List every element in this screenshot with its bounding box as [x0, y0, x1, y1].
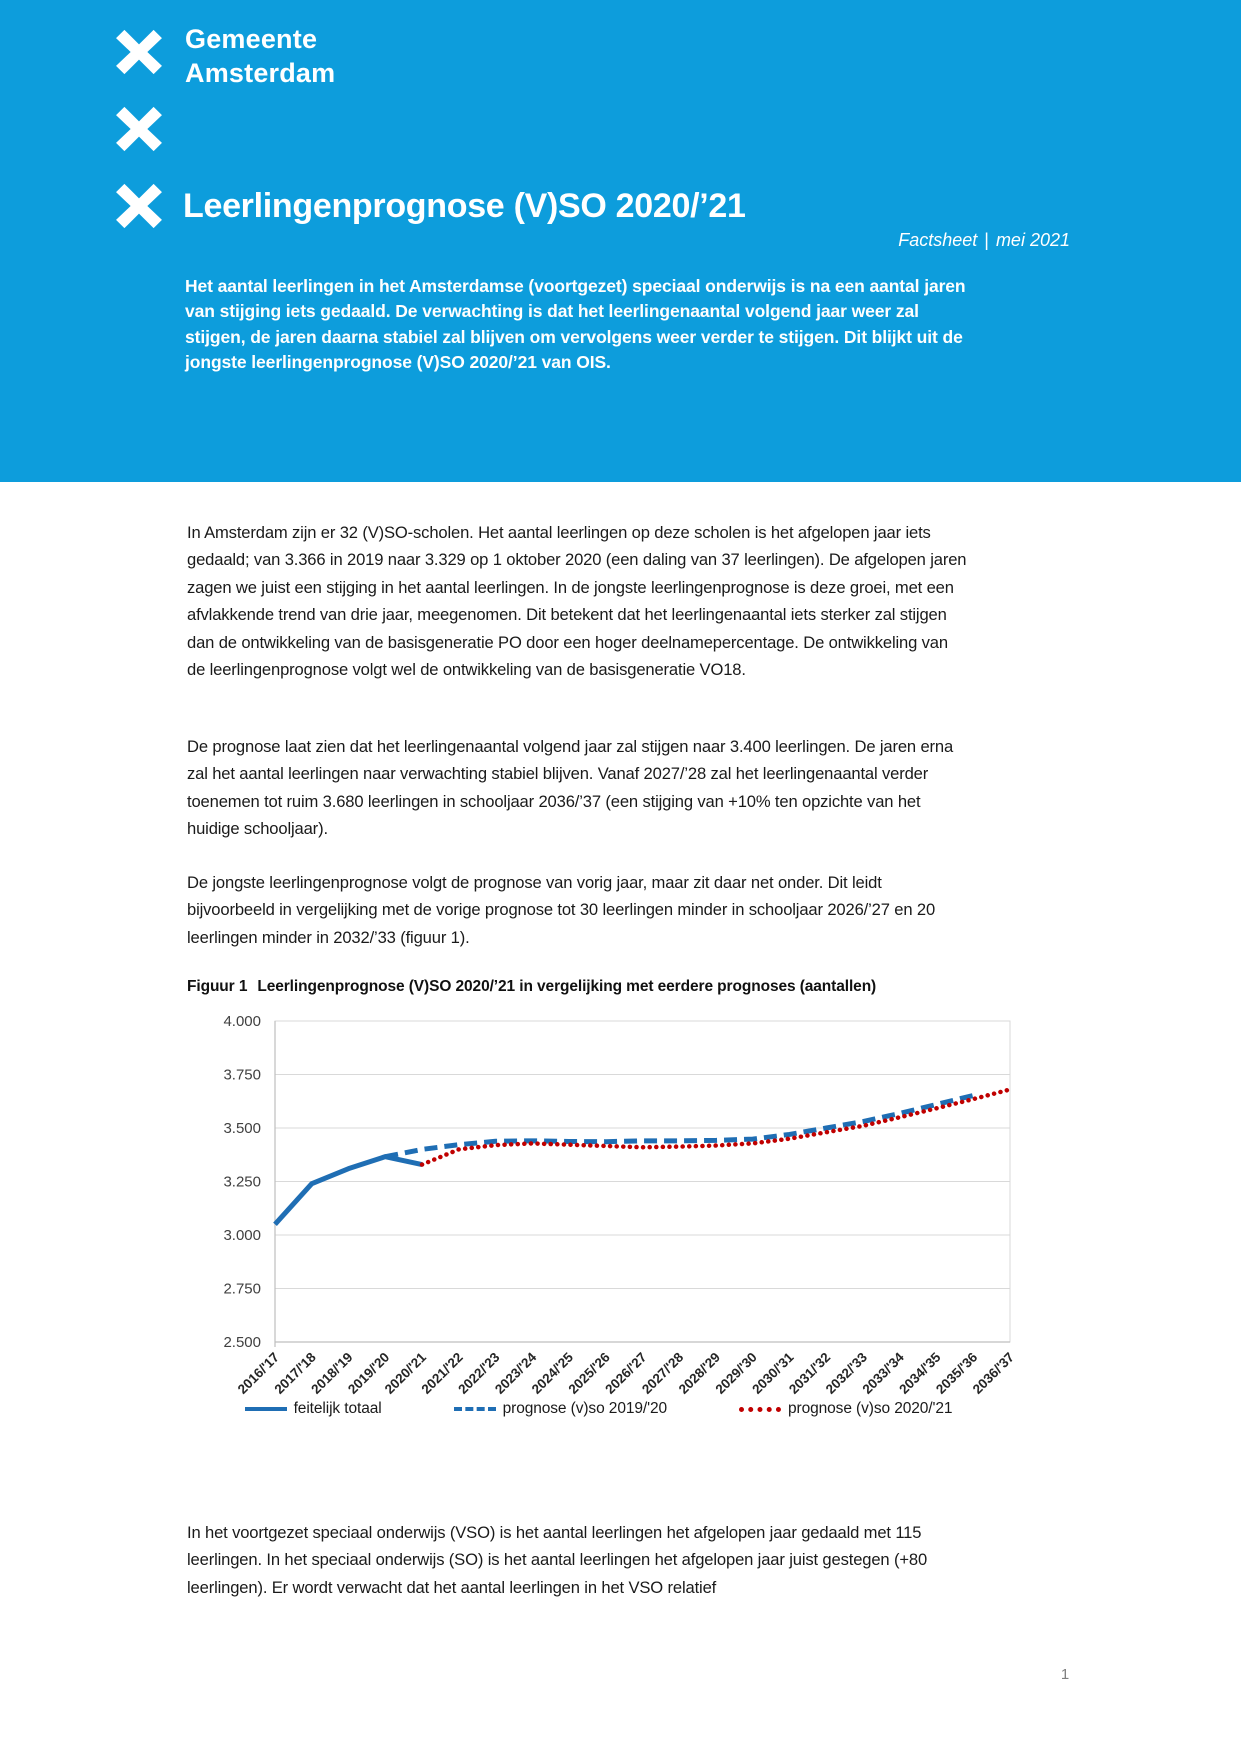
- legend-item-feitelijk-totaal: [245, 1400, 382, 1418]
- legend-item-prognose-2020-21: [739, 1400, 952, 1418]
- svg-text:2021/'22: 2021/'22: [418, 1349, 466, 1397]
- factsheet-subtitle: [898, 228, 1070, 252]
- svg-text:2019/'20: 2019/'20: [344, 1349, 393, 1397]
- figure-1-chart-area: [180, 998, 1050, 1408]
- svg-text:3.750: 3.750: [223, 1066, 261, 1084]
- legend-label: prognose (v)so 2020/'21: [788, 1400, 953, 1417]
- svg-text:2017/'18: 2017/'18: [271, 1349, 319, 1397]
- svg-text:2035/'36: 2035/'36: [932, 1349, 981, 1397]
- factsheet-label: Factsheet: [898, 230, 978, 250]
- svg-text:2026/'27: 2026/'27: [602, 1349, 650, 1397]
- dotted-line-icon: [739, 1407, 781, 1412]
- svg-text:2030/'31: 2030/'31: [749, 1349, 797, 1397]
- svg-text:2031/'32: 2031/'32: [785, 1349, 834, 1397]
- svg-text:2032/'33: 2032/'33: [822, 1349, 871, 1397]
- svg-text:2034/'35: 2034/'35: [896, 1349, 944, 1397]
- svg-text:2024/'25: 2024/'25: [528, 1349, 577, 1397]
- figure-chart: [180, 998, 1050, 1408]
- svg-text:2.500: 2.500: [223, 1334, 261, 1351]
- svg-text:2023/'24: 2023/'24: [491, 1349, 540, 1397]
- figure-caption-text: Leerlingenprognose (V)SO 2020/’21 in vergelijking met eerdere prognoses (aantallen): [257, 978, 877, 995]
- header-band: [0, 0, 1241, 482]
- svg-text:4.000: 4.000: [223, 1013, 261, 1030]
- svg-text:2033/'34: 2033/'34: [859, 1349, 907, 1397]
- andreas-cross-icon: [107, 22, 171, 82]
- body-paragraph-2: De prognose laat zien dat het leerlingenaantal volgend jaar zal stijgen naar 3.400 leerlingen. De jaren erna zal het aantal leerlingen naar verwachting stabiel blijven. Vanaf 2027/’28 zal het leerlingenaantal verder toenemen tot ruim 3.680 leerlingen in schooljaar 2036/’37 (een stijging van +10% ten opzichte van het huidige schooljaar).: [187, 737, 954, 839]
- legend-item-prognose-2019-20: [454, 1400, 667, 1418]
- page-number: 1: [1060, 1666, 1070, 1683]
- svg-text:2016/'17: 2016/'17: [234, 1349, 283, 1397]
- svg-text:2036/'37: 2036/'37: [969, 1349, 1018, 1397]
- factsheet-separator: |: [984, 230, 989, 250]
- svg-text:2020/'21: 2020/'21: [381, 1349, 430, 1397]
- figure-caption-label: Figuur 1: [187, 978, 248, 995]
- body-paragraph-bottom: In het voortgezet speciaal onderwijs (VSO) is het aantal leerlingen het afgelopen jaar gedaald met 115 leerlingen. In het speciaal onderwijs (SO) is het aantal leerlingen het afgelopen jaar juist gestegen (+80 leerlingen). Er wordt verwacht dat het aantal leerlingen in het VSO relatief: [187, 1523, 928, 1597]
- legend-label: feitelijk totaal: [293, 1400, 382, 1417]
- intro-paragraph: Het aantal leerlingen in het Amsterdamse (voortgezet) speciaal onderwijs is na een aantal jaren van stijging iets gedaald. De verwachting is dat het leerlingenaantal volgend jaar weer zal stijgen, de jaren daarna stabiel zal blijven om vervolgens weer verder te stijgen. Dit blijkt uit de jongste leerlingenprognose (V)SO 2020/’21 van OIS.: [185, 276, 966, 373]
- svg-text:3.500: 3.500: [223, 1120, 261, 1137]
- andreas-cross-icon: [107, 99, 171, 159]
- svg-text:2022/'23: 2022/'23: [455, 1349, 503, 1397]
- legend-label: prognose (v)so 2019/'20: [502, 1400, 667, 1417]
- svg-text:2.750: 2.750: [223, 1280, 261, 1298]
- svg-text:2029/'30: 2029/'30: [712, 1349, 760, 1397]
- svg-text:3.000: 3.000: [223, 1227, 261, 1244]
- figure-caption: [187, 976, 1007, 998]
- amsterdam-logo: [107, 22, 171, 253]
- svg-text:2018/'19: 2018/'19: [308, 1349, 356, 1397]
- svg-text:2025/'26: 2025/'26: [565, 1349, 613, 1397]
- svg-text:2028/'29: 2028/'29: [675, 1349, 724, 1397]
- solid-line-icon: [245, 1407, 287, 1411]
- dashed-line-icon: [454, 1407, 496, 1411]
- page-title: Leerlingenprognose (V)SO 2020/’21: [183, 187, 746, 225]
- brand-line-2: Amsterdam: [185, 58, 336, 88]
- body-paragraph-1: In Amsterdam zijn er 32 (V)SO-scholen. Het aantal leerlingen op deze scholen is het afgelopen jaar iets gedaald; van 3.366 in 2019 naar 3.329 op 1 oktober 2020 (een daling van 37 leerlingen). De afgelopen jaren zagen we juist een stijging in het aantal leerlingen. In de jongste leerlingenprognose is deze groei, met een afvlakkende trend van drie jaar, meegenomen. Dit betekent dat het leerlingenaantal iets sterker zal stijgen dan de ontwikkeling van de basisgeneratie PO door een hoger deelnamepercentage. De ontwikkeling van de leerlingenprognose volgt wel de ontwikkeling van de basisgeneratie VO18.: [187, 523, 967, 680]
- body-paragraph-3: De jongste leerlingenprognose volgt de prognose van vorig jaar, maar zit daar net onder. Dit leidt bijvoorbeeld in vergelijking met de vorige prognose tot 30 leerlingen minder in schooljaar 2026/’27 en 20 leerlingen minder in 2032/’33 (figuur 1).: [187, 873, 936, 947]
- factsheet-date: mei 2021: [995, 230, 1070, 250]
- svg-text:2027/'28: 2027/'28: [638, 1349, 687, 1397]
- brand-line-1: Gemeente: [185, 24, 318, 54]
- svg-text:3.250: 3.250: [223, 1173, 261, 1191]
- andreas-cross-icon: [107, 176, 171, 236]
- chart-legend: [187, 1400, 1010, 1418]
- brand-name: [185, 22, 335, 90]
